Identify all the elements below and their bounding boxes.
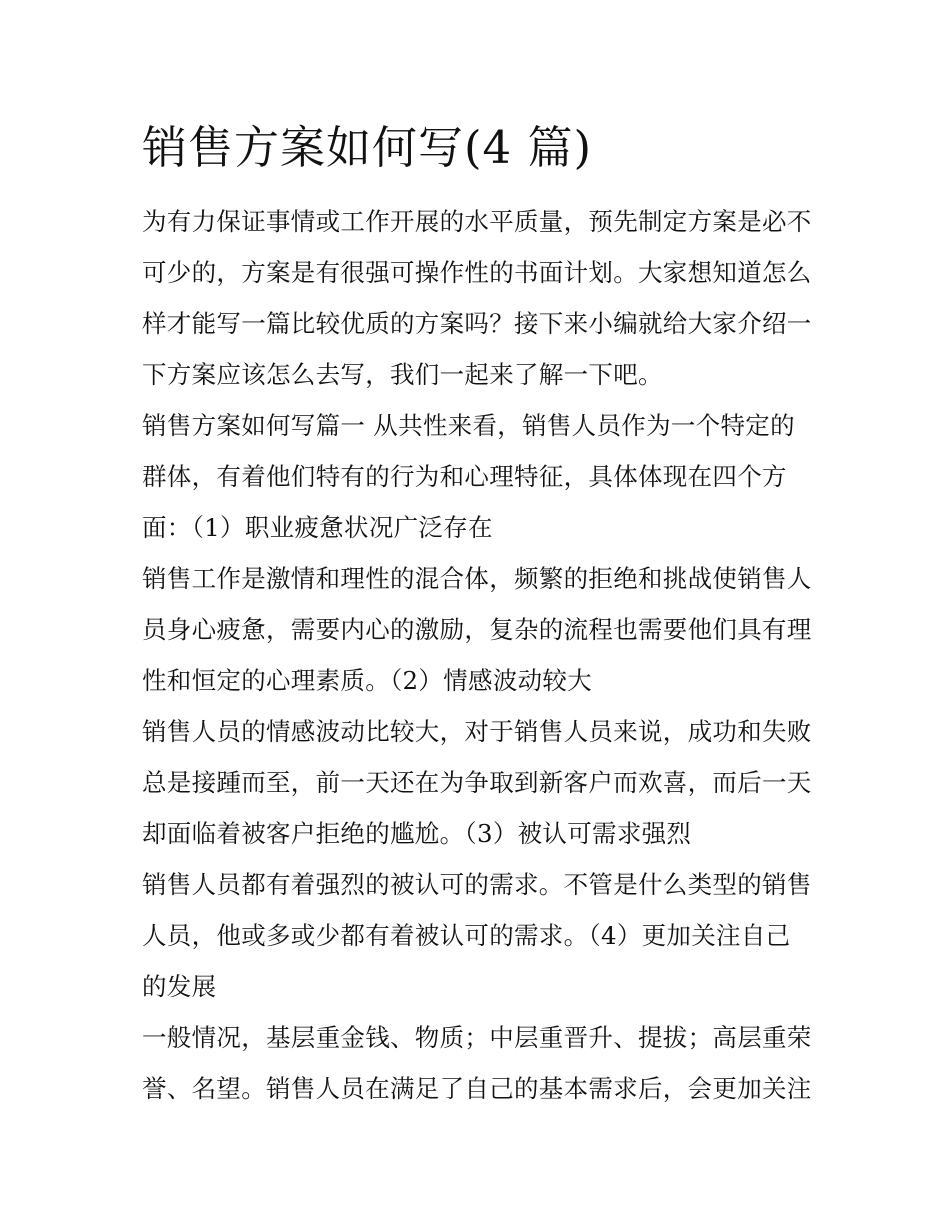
body-line-17: 一般情况，基层重金钱、物质；中层重晋升、提拔；高层重荣 xyxy=(142,1023,812,1052)
body-line-12: 总是接踵而至，前一天还在为争取到新客户而欢喜，而后一天 xyxy=(142,768,812,797)
body-line-5: 销售方案如何写篇一 从共性来看，销售人员作为一个特定的 xyxy=(142,411,795,440)
body-line-2: 可少的，方案是有很强可操作性的书面计划。大家想知道怎么 xyxy=(142,258,812,287)
body-line-15: 人员，他或多或少都有着被认可的需求。（4）更加关注自己 xyxy=(142,921,791,950)
body-line-10: 性和恒定的心理素质。（2）情感波动较大 xyxy=(142,666,593,695)
body-line-11: 销售人员的情感波动比较大，对于销售人员来说，成功和失败 xyxy=(142,717,812,746)
body-line-1: 为有力保证事情或工作开展的水平质量，预先制定方案是必不 xyxy=(142,207,812,236)
body-line-13: 却面临着被客户拒绝的尴尬。（3）被认可需求强烈 xyxy=(142,819,692,848)
body-line-14: 销售人员都有着强烈的被认可的需求。不管是什么类型的销售 xyxy=(142,870,812,899)
body-line-16: 的发展 xyxy=(142,972,217,1001)
document-body xyxy=(142,196,822,1114)
body-line-7: 面：（1）职业疲惫状况广泛存在 xyxy=(142,513,493,542)
body-line-18: 誉、名望。销售人员在满足了自己的基本需求后，会更加关注 xyxy=(142,1074,812,1103)
document-title: 销售方案如何写(4 篇) xyxy=(142,121,593,174)
body-line-9: 员身心疲惫，需要内心的激励，复杂的流程也需要他们具有理 xyxy=(142,615,812,644)
body-line-4: 下方案应该怎么去写，我们一起来了解一下吧。 xyxy=(142,360,663,389)
body-line-8: 销售工作是激情和理性的混合体，频繁的拒绝和挑战使销售人 xyxy=(142,564,812,593)
body-line-3: 样才能写一篇比较优质的方案吗？接下来小编就给大家介绍一 xyxy=(142,309,812,338)
body-line-6: 群体，有着他们特有的行为和心理特征，具体体现在四个方 xyxy=(142,462,787,491)
